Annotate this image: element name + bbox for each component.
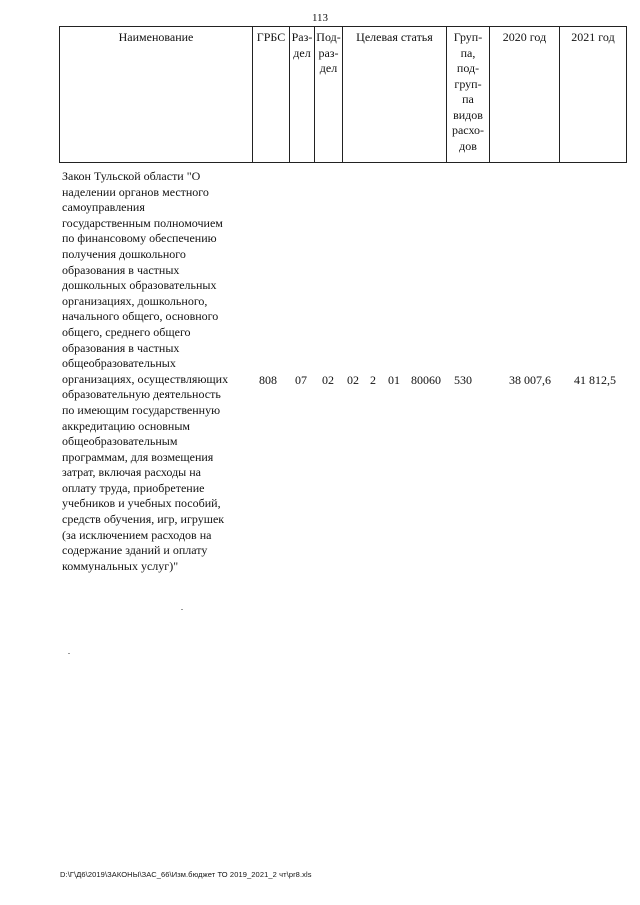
header-year-2021: 2021 год [559,26,627,163]
description-line: государственным полномочием [62,215,223,230]
description-line: (за исключением расходов на [62,527,212,542]
description-line: начального общего, основного [62,309,219,324]
file-path-footer: D:\Г\Д6\2019\ЗАКОНЫ\ЗАС_66\Изм.бюджет ТО 2019_2021_2 чт\pr8.xls [60,870,312,879]
row-description [62,169,252,574]
cell-razdel: 07 [295,373,307,387]
cell-gruppa: 530 [454,373,472,387]
header-razdel [289,26,314,163]
header-razdel-line: Раз- [291,30,313,44]
description-line: организациях, дошкольного, [62,293,208,308]
description-line: образовательную деятельность [62,387,221,402]
page-number: 113 [311,12,329,24]
header-name: Наименование [59,26,252,163]
header-gruppa-line: под- [456,61,480,75]
header-podrazdel-line: дел [319,61,338,75]
header-grbs: ГРБС [252,26,289,163]
header-year-2020: 2020 год [489,26,559,163]
scan-speck [68,653,70,654]
description-line: самоуправления [62,200,145,215]
description-line: затрат, включая расходы на [62,465,201,480]
scan-speck [181,609,183,610]
cell-celevaya-direction: 80060 [411,373,441,387]
description-line: средств обучения, игр, игрушек [62,512,225,527]
description-line: образования в частных [62,340,180,355]
cell-podrazdel: 02 [322,373,334,387]
header-gruppa-line: Груп- [453,30,483,44]
description-line: аккредитацию основным [62,418,190,433]
header-gruppa-line: па [462,92,474,106]
description-line: оплату труда, приобретение [62,480,205,495]
description-line: Закон Тульской области "О [62,169,201,183]
description-line: по финансовому обеспечению [62,231,217,246]
description-line: общеобразовательным [62,434,178,449]
header-podrazdel-line: раз- [318,45,339,60]
description-line: дошкольных образовательных [62,278,217,293]
description-line: программам, для возмещения [62,449,214,464]
cell-celevaya-program: 02 [347,373,359,387]
description-line: содержание зданий и оплату [62,543,208,558]
header-razdel-line: дел [293,45,311,60]
header-gruppa-line: видов [453,107,483,122]
description-line: организациях, осуществляющих [62,371,229,386]
description-line: коммунальных услуг)" [62,558,179,573]
header-podrazdel [314,26,342,163]
table-header [59,26,627,164]
header-gruppa [446,26,489,163]
header-podrazdel-line: Под- [316,30,341,44]
description-line: учебников и учебных пособий, [62,496,221,511]
header-gruppa-line: расхо- [451,123,485,137]
cell-celevaya-event: 01 [388,373,400,387]
cell-year-2021: 41 812,5 [574,373,616,387]
description-line: получения дошкольного [62,246,186,261]
description-line: по имеющим государственную [62,402,221,417]
header-celevaya-statya: Целевая статья [342,26,446,163]
description-line: наделении органов местного [62,184,209,199]
description-line: общего, среднего общего [62,324,191,339]
description-line: общеобразовательных [62,356,176,371]
cell-celevaya-subprogram: 2 [370,373,376,387]
cell-year-2020: 38 007,6 [509,373,551,387]
header-gruppa-line: дов [459,138,477,153]
cell-grbs: 808 [259,373,277,387]
header-gruppa-line: груп- [454,76,482,91]
header-gruppa-line: па, [460,45,476,60]
description-line: образования в частных [62,262,180,277]
